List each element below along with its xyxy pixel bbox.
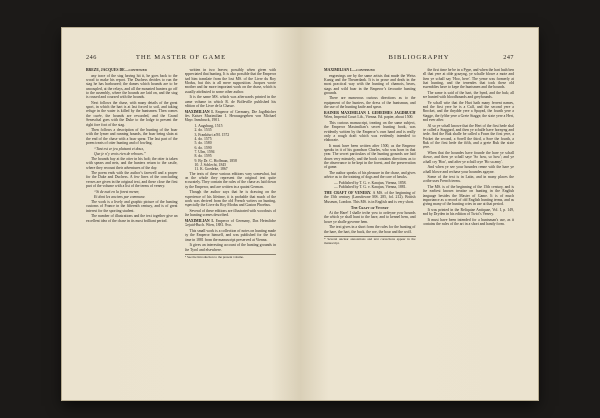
- entry-heading: BRÉZÉ, JACQUES DE—continued: [86, 68, 147, 72]
- right-running-head: [324, 54, 514, 63]
- paragraph: The work is a lively and graphic picture of the hunting customs of France in the fifteenth century, and is of great interest for the sporting student.: [86, 199, 178, 213]
- left-running-head: [86, 54, 276, 63]
- right-page: [300, 28, 538, 400]
- edition-item: 1. Augsburg, 1515: [194, 124, 223, 128]
- left-column-1: [86, 68, 178, 386]
- entry-text: A MS. of the beginning of the 15th century (Lansdowne MS. 285, fol. 212). British Museum, London. This MS. is in English and is very short.: [324, 191, 416, 204]
- right-page-number: 247: [503, 54, 514, 61]
- edition-item: 7. Ulm, 1594: [194, 150, 215, 155]
- paragraph: This curious manuscript, treating on the same subject, the Emperor Maximilian’s secret hunting book, was evidently written by the Emperor’s own hand and is really only a rough draft which was evidently intended to elaborate.: [324, 120, 416, 143]
- left-page: [62, 28, 300, 400]
- paragraph: written in two leaves; possibly when given with appreciated that hunting. It is also possible that the Emperor had him translate from the lost MS. of the Livre du Roy Modus, but this is all mere supposition. Jacques wrote another and far more important work on the chase, which is usually attributed to some other author.: [184, 68, 276, 94]
- paragraph: Several of these editions are illustrated with woodcuts of the hunting scenes described.: [184, 208, 276, 218]
- paragraph: It was printed in the Reliquiae Antiquae, Vol. I, p. 149, and by Dryden in his edition of Twici's Venery.: [422, 207, 514, 217]
- bibliography-entry: [185, 110, 277, 123]
- left-column-2: [185, 68, 277, 386]
- edition-item: 2. do. 1535: [194, 128, 212, 133]
- bibliography-entry: [324, 111, 416, 120]
- verse-line: “Si de nuit en la forest mener,: [94, 189, 140, 194]
- left-columns: [86, 68, 276, 386]
- paragraph: At the Hare! I shalle teche yow to ordeyne yow hounds the which ye shall hunt to the hare, and to kennel hem, and howe ye shalle governe hem.: [324, 210, 416, 224]
- edition-item: — Published by T. G. v. Karajan, Vienna, 1881.: [334, 185, 407, 190]
- paragraph: It must have been intended for a huntsman's use, as it contains the rules of the art in a short and handy form.: [422, 217, 514, 227]
- paragraph: The MS. is of the beginning of the 15th century, and is the earliest known treatise on hunting in the English language besides the Master of Game. It is of much importance as a record of old English hunting terms, and as giving many of the hunting cries in use at that period.: [422, 184, 514, 207]
- right-column-1: [324, 68, 416, 386]
- open-book: [62, 28, 538, 400]
- edition-item: 4. do. 1575: [194, 137, 212, 142]
- edition-item: 6. do. 1590: [194, 145, 212, 150]
- entry-heading: MAXIMILIAN I.: [184, 219, 214, 224]
- verse-line: Et dont les anciens par commune.: [94, 194, 146, 199]
- edition-item: 3. Frankfurt a/M. 1572: [194, 132, 230, 137]
- left-running-title: THE MASTER OF GAME: [135, 54, 227, 61]
- paragraph: Next follows the chase, with many details of the great sport, in which the hart is at last forced to soil, and taking refuge in the water is killed by the huntsmen. Then comes the curée, the hounds are rewarded, and the Grand Seneschal goes with the Duke to the lodge to present the right fore foot of the stag.: [86, 100, 178, 127]
- right-columns: [324, 68, 514, 386]
- entry-text: Emperor of Germany, Das Heimliche Gejaid-Buch. Wien, 1881. 8vo.: [184, 219, 276, 228]
- bibliography-entry: [185, 219, 277, 228]
- paragraph: the first time he be in a Pype, and when the hart hath ben all that yere at olde grazyng, ye schalle blowe a mote and then ye schall say 'Hoo, here'. The yeme was formerly at that hunting, and the tenendes that took these old assemblies have to kepe the huntsmen and the hounds.: [422, 68, 514, 90]
- paragraph: When that the houndes have founde the hare ye schall blowe, and then ye schall saye 'So how, so how'; and ye schall cry 'Hoo', and after ye schall crye 'Ho sa amy'.: [422, 150, 514, 164]
- entry-heading: MAXIMILIAN I.—continued: [324, 68, 375, 72]
- paragraph: Though the author says that he is drawing on the experience of his lifetime, it is probable that much of the work was derived from the old French writers on hunting, especially the Livre du Roy Modus and Gaston Phoebus.: [184, 190, 276, 208]
- edition-item: 8. do. 1595: [194, 154, 212, 159]
- verse-line: “Tant est ce jeu plaisant et doux,: [94, 146, 144, 151]
- paragraph: It is the same MS. which was afterwards printed in the same volume in which R. de Bolleville published his edition of the Livre de la Chasse.: [184, 95, 276, 108]
- footnote: * See the Introduction to the present volume.: [185, 254, 277, 260]
- paragraph: The number of illustrations and the text together give an excellent idea of the chase in its most brilliant period.: [86, 214, 178, 223]
- entry-heading: MAXIMILIAN I.: [184, 109, 214, 114]
- paragraph: The hounds bay at the otter in his holt; the otter is taken with spears and nets, and the hunters return to the castle, where they recount their adventures of the day.: [86, 156, 178, 170]
- edition-item: 5. do. 1580: [194, 141, 212, 146]
- entry-heading: THE CRAFT OF VENERY.: [324, 191, 372, 196]
- right-column-2: [423, 68, 515, 386]
- paragraph: The poem ends with the author’s farewell and a prayer for the Duke and Duchess. A few lines of the concluding verses are given in the original text, and these close the first part of the volume with a list of the terms of venery.: [86, 171, 178, 189]
- paragraph: This small work is a collection of notes on hunting made by the Emperor himself, and was published for the first time in 1881 from the manuscript preserved at Vienna.: [184, 228, 276, 242]
- entry-text: Wien, Imperial Court Lib., Vienna. Ed. papier, about 1500.: [324, 115, 414, 120]
- left-page-number: 246: [86, 54, 97, 61]
- verse-line: Que je n’y veois rien de rebours.”: [94, 151, 146, 156]
- paragraph: Ye schall wite that the Hart hath many ferrent names, and the first yere he is a Calf, and the second yere a Brocket, and the thrydde yere a Spayad, the fourth yere a Stagge, the fyfthe yere a Grete Stagge, the sixte yere a Hert, and ever after.: [422, 100, 514, 123]
- paragraph: It must have been written after 1500, as the Emperor speaks in it of his grandson Charles, who was born in that year. The secret particulars of the hunting grounds are laid down very minutely, and the book contains directions as to the observance to be kept in the forest, and the preservation of game.: [324, 143, 416, 170]
- entry-heading: RAINER MAXIMILIAN I. GEHEIMES JAGDBUCH: [324, 110, 416, 115]
- entry-text: Emperor of Germany, Die Jagdbücher des Kaiser Maximilian I. Herausgegeben von Michael Mayr. Innsbruck, 1901.: [184, 109, 276, 123]
- section-title: The Craft of Venery: [350, 205, 389, 210]
- paragraph: The texts of these various editions vary somewhat, but on the whole they represent the original text quite accurately. They contain the rules of the chase as laid down by the Emperor, and are written in a quaint German.: [184, 171, 276, 189]
- paragraph: Some of the text is in Latin, and in many places the scribe uses French terms.: [422, 175, 514, 184]
- right-running-title: BIBLIOGRAPHY: [388, 54, 450, 61]
- paragraph: And when ye see your houndes renne with the hare ye schall blowe and rechase your houndes agayne.: [422, 165, 514, 174]
- edition-item: 11. K. Goedeke, 1867: [194, 167, 228, 172]
- paragraph: Al so ye schall knowe that the Hert of the first hede shal be called a Staggard, and then ye schalle have hornyng and hede. And the Buk shalle be called a Fawn the first yere, a Pricket the second, a Sorell the third, a Sore the fourth, a Buk of the first hede the fifth, and a grete Buk the sixte yere.: [422, 123, 514, 150]
- bibliography-entry: [324, 191, 416, 204]
- paragraph: Then follows a description of the hunting of the boar with the lymer and running hounds, the boar being slain at the end of the chase with a boar spear. The last part of the poem treats of otter hunting and of fowling.: [86, 128, 178, 146]
- edition-item: — Published by T. G. v. Karajan, Vienna, 1858.: [334, 180, 407, 185]
- paragraph: any trace of the stag having hit it, he goes back to the wood to make his report. The Duchess decides to run the stag he has harboured; the dames which hounds are to be uncoupled, at the relays, and all the mounted hunters go off to the assembly, where the hounds are laid on, and the stag is roused and coursed with the hounds.: [86, 73, 178, 100]
- paragraph: The author speaks of his pleasure in the chase, and gives advice as to the training of dogs and the care of hawks.: [324, 171, 416, 180]
- edition-item: 10. J. Schlecht, 1845: [194, 163, 227, 168]
- paragraph: engravings are by the same artists that made the Weiss Kunig and the Theuerdank. It is in prose and deals in the most practical way with the hunting of chamois, bears, stags and wild boar in the Emperor’s favourite hunting grounds.: [324, 73, 416, 95]
- paragraph: The same is said of the hart, the hynd, and the buk; all are hunted with bloodhounds and greyhounds.: [422, 90, 514, 100]
- paragraph: It gives an interesting account of the hunting grounds in the Tyrol and elsewhere.: [184, 243, 276, 252]
- footnote: * Several unclear annotations and text corrections appear in the manuscript.: [324, 236, 416, 245]
- paragraph: There are numerous curious directions as to the equipment of the hunters, the dress of the huntsman, and the use of the hunting knife and spear.: [324, 96, 416, 110]
- edition-item: 9. By Dr. C. Hoffman, 1858: [194, 158, 237, 163]
- paragraph: The text gives in a short form the rules for the hunting of the hare, the hart, the buck, the roe, the boar and the wolf.: [324, 225, 416, 234]
